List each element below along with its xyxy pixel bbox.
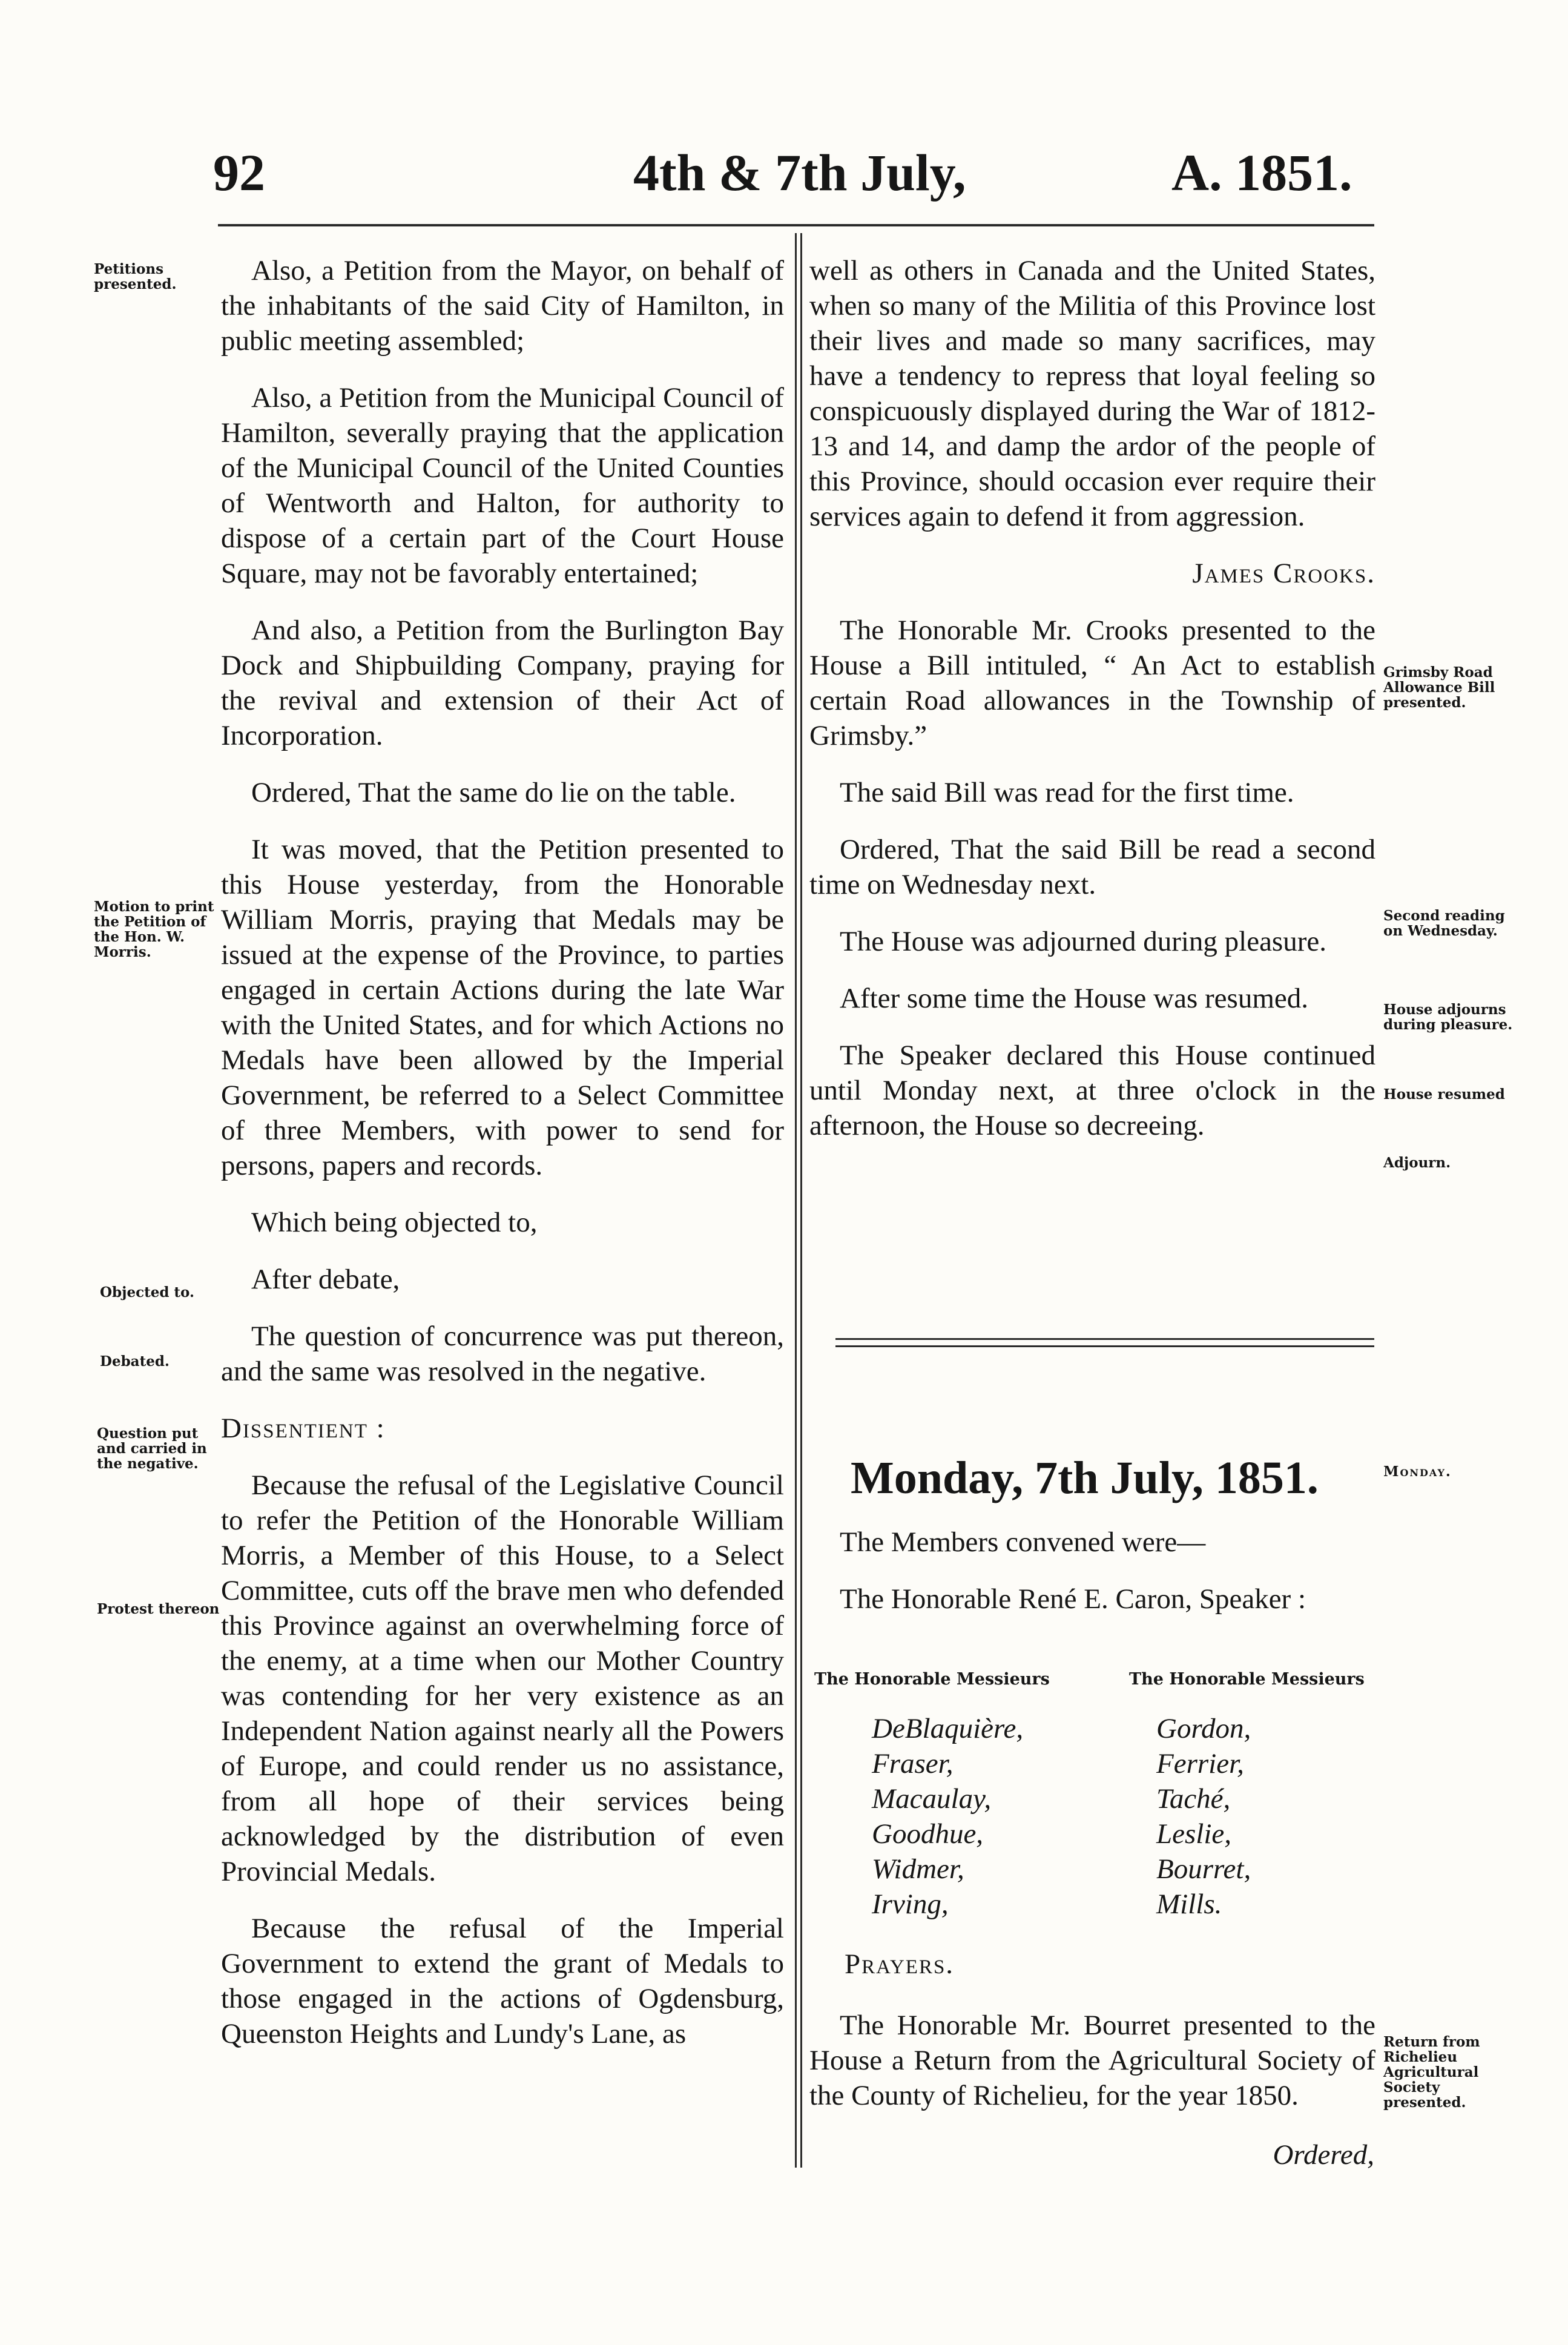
members-list-1 (872, 1711, 1114, 1922)
paragraph: well as others in Canada and the United States, when so many of the Militia of this Province lost their lives and made so many sacrifices, may have a tendency to repress that loyal feeling so conspicuously displayed during the War of 1812-13 and 14, and damp the ardor of the people of this Province, should occasion ever require their services again to defend it from aggression. (809, 255, 1375, 532)
margin-note-question: Question put and carried in the negative. (97, 1425, 207, 1472)
column-divider-right (800, 233, 802, 2168)
right-column-upper (809, 253, 1375, 1143)
margin-note-motion: Motion to print the Petition of the Hon. W. Morris. (94, 899, 214, 960)
member-name: Fraser, (872, 1748, 954, 1779)
catchword: Ordered, (1273, 2139, 1374, 2171)
member-name: Gordon, (1156, 1713, 1251, 1744)
paragraph: Also, a Petition from the Mayor, on behalf of the inhabitants of the said City of Hamilton, in public meeting assembled; (221, 255, 784, 357)
member-name: Taché, (1156, 1783, 1231, 1815)
margin-note-adjourn: Adjourn. (1383, 1155, 1451, 1171)
margin-note-second-reading: Second reading on Wednesday. (1383, 908, 1505, 939)
members-list-2 (1156, 1711, 1368, 1922)
paragraph: After debate, (251, 1264, 400, 1295)
members-column-heading: The Honorable Messieurs (814, 1670, 1050, 1689)
speaker-line: The Honorable René E. Caron, Speaker : (840, 1583, 1306, 1615)
paragraph: Ordered, That the said Bill be read a second time on Wednesday next. (809, 834, 1375, 900)
right-column-members (809, 1525, 1375, 1617)
paragraph: The Speaker declared this House continued until Monday next, at three o'clock in the afternoon, the House so decreeing. (809, 1040, 1375, 1141)
right-column-lower (809, 2008, 1375, 2113)
margin-note-return: Return from Richelieu Agricultural Society presented. (1383, 2034, 1480, 2111)
paragraph: Which being objected to, (251, 1207, 538, 1238)
paragraph: And also, a Petition from the Burlington Bay Dock and Shipbuilding Company, praying for the revival and extension of their Act of Incorporation. (221, 615, 784, 751)
member-name: Bourret, (1156, 1853, 1251, 1885)
paragraph: The question of concurrence was put thereon, and the same was resolved in the negative. (221, 1321, 784, 1387)
day-heading: Monday, 7th July, 1851. (851, 1453, 1319, 1503)
prayers-heading: Prayers. (845, 1948, 955, 1980)
page-title: 4th & 7th July, (633, 143, 966, 202)
section-divider-upper (835, 1338, 1374, 1340)
signature: James Crooks. (1192, 558, 1375, 589)
paragraph: Because the refusal of the Imperial Government to extend the grant of Medals to those engaged in the actions of Ogdensburg, Queenston Heights and Lundy's Lane, as (221, 1913, 784, 2050)
margin-note-adjourns: House adjourns during pleasure. (1383, 1001, 1513, 1033)
paragraph: After some time the House was resumed. (840, 983, 1308, 1014)
margin-note-resumed: House resumed (1383, 1086, 1505, 1103)
margin-note-monday: Monday. (1383, 1463, 1452, 1480)
member-name: Leslie, (1156, 1818, 1232, 1850)
margin-note-protest: Protest thereon (97, 1601, 220, 1617)
paragraph: Also, a Petition from the Municipal Council of Hamilton, severally praying that the application of the Municipal Council of the United Counties of Wentworth and Halton, for authority to dispose of a certain part of the Court House Square, may not be favorably entertained; (221, 382, 784, 589)
member-name: Ferrier, (1156, 1748, 1244, 1779)
member-name: DeBlaquière, (872, 1713, 1024, 1744)
header-rule (218, 224, 1374, 226)
paragraph: Because the refusal of the Legislative Council to refer the Petition of the Honorable William Morris, a Member of this House, to a Select Committee, cuts off the brave men who defended this Province against an overwhelming force of the enemy, at a time when our Mother Country was contending for her very existence as an Independent Nation against nearly all the Powers of Europe, and could render us no assistance, from all hope of their services being acknowledged by the distribution of even Provincial Medals. (221, 1469, 784, 1887)
page-number: 92 (213, 143, 265, 202)
member-name: Macaulay, (872, 1783, 992, 1815)
dissentient-heading: Dissentient : (221, 1413, 386, 1444)
margin-note-objected: Objected to. (100, 1284, 194, 1301)
page-year: A. 1851. (1171, 143, 1352, 202)
paragraph: It was moved, that the Petition presented to this House yesterday, from the Honorable William Morris, praying that Medals may be issued at the expense of the Province, to parties engaged in certain Actions during the late War with the United States, and for which Actions no Medals have been allowed by the Imperial Government, be referred to a Select Committee of three Members, with power to send for persons, papers and records. (221, 834, 784, 1181)
paragraph: The Members convened were— (840, 1526, 1206, 1558)
margin-note-grimsby: Grimsby Road Allowance Bill presented. (1383, 664, 1495, 711)
member-name: Widmer, (872, 1853, 964, 1885)
column-divider-left (795, 233, 797, 2168)
paragraph: The said Bill was read for the first time. (840, 777, 1294, 808)
members-column-heading: The Honorable Messieurs (1129, 1670, 1365, 1689)
member-name: Goodhue, (872, 1818, 984, 1850)
paragraph: The House was adjourned during pleasure. (840, 926, 1326, 957)
section-divider-lower (835, 1345, 1374, 1347)
paragraph: Ordered, That the same do lie on the table. (251, 777, 736, 808)
member-name: Mills. (1156, 1888, 1222, 1920)
margin-note-petitions: Petitions presented. (94, 261, 177, 292)
paragraph: The Honorable Mr. Crooks presented to the House a Bill intituled, “ An Act to establish certain Road allowances in the Township of Grimsby.” (809, 615, 1375, 751)
left-column (221, 253, 784, 2051)
paragraph: The Honorable Mr. Bourret presented to the House a Return from the Agricultural Society of the County of Richelieu, for the year 1850. (809, 2010, 1375, 2111)
member-name: Irving, (872, 1888, 949, 1920)
margin-note-debated: Debated. (100, 1353, 170, 1370)
